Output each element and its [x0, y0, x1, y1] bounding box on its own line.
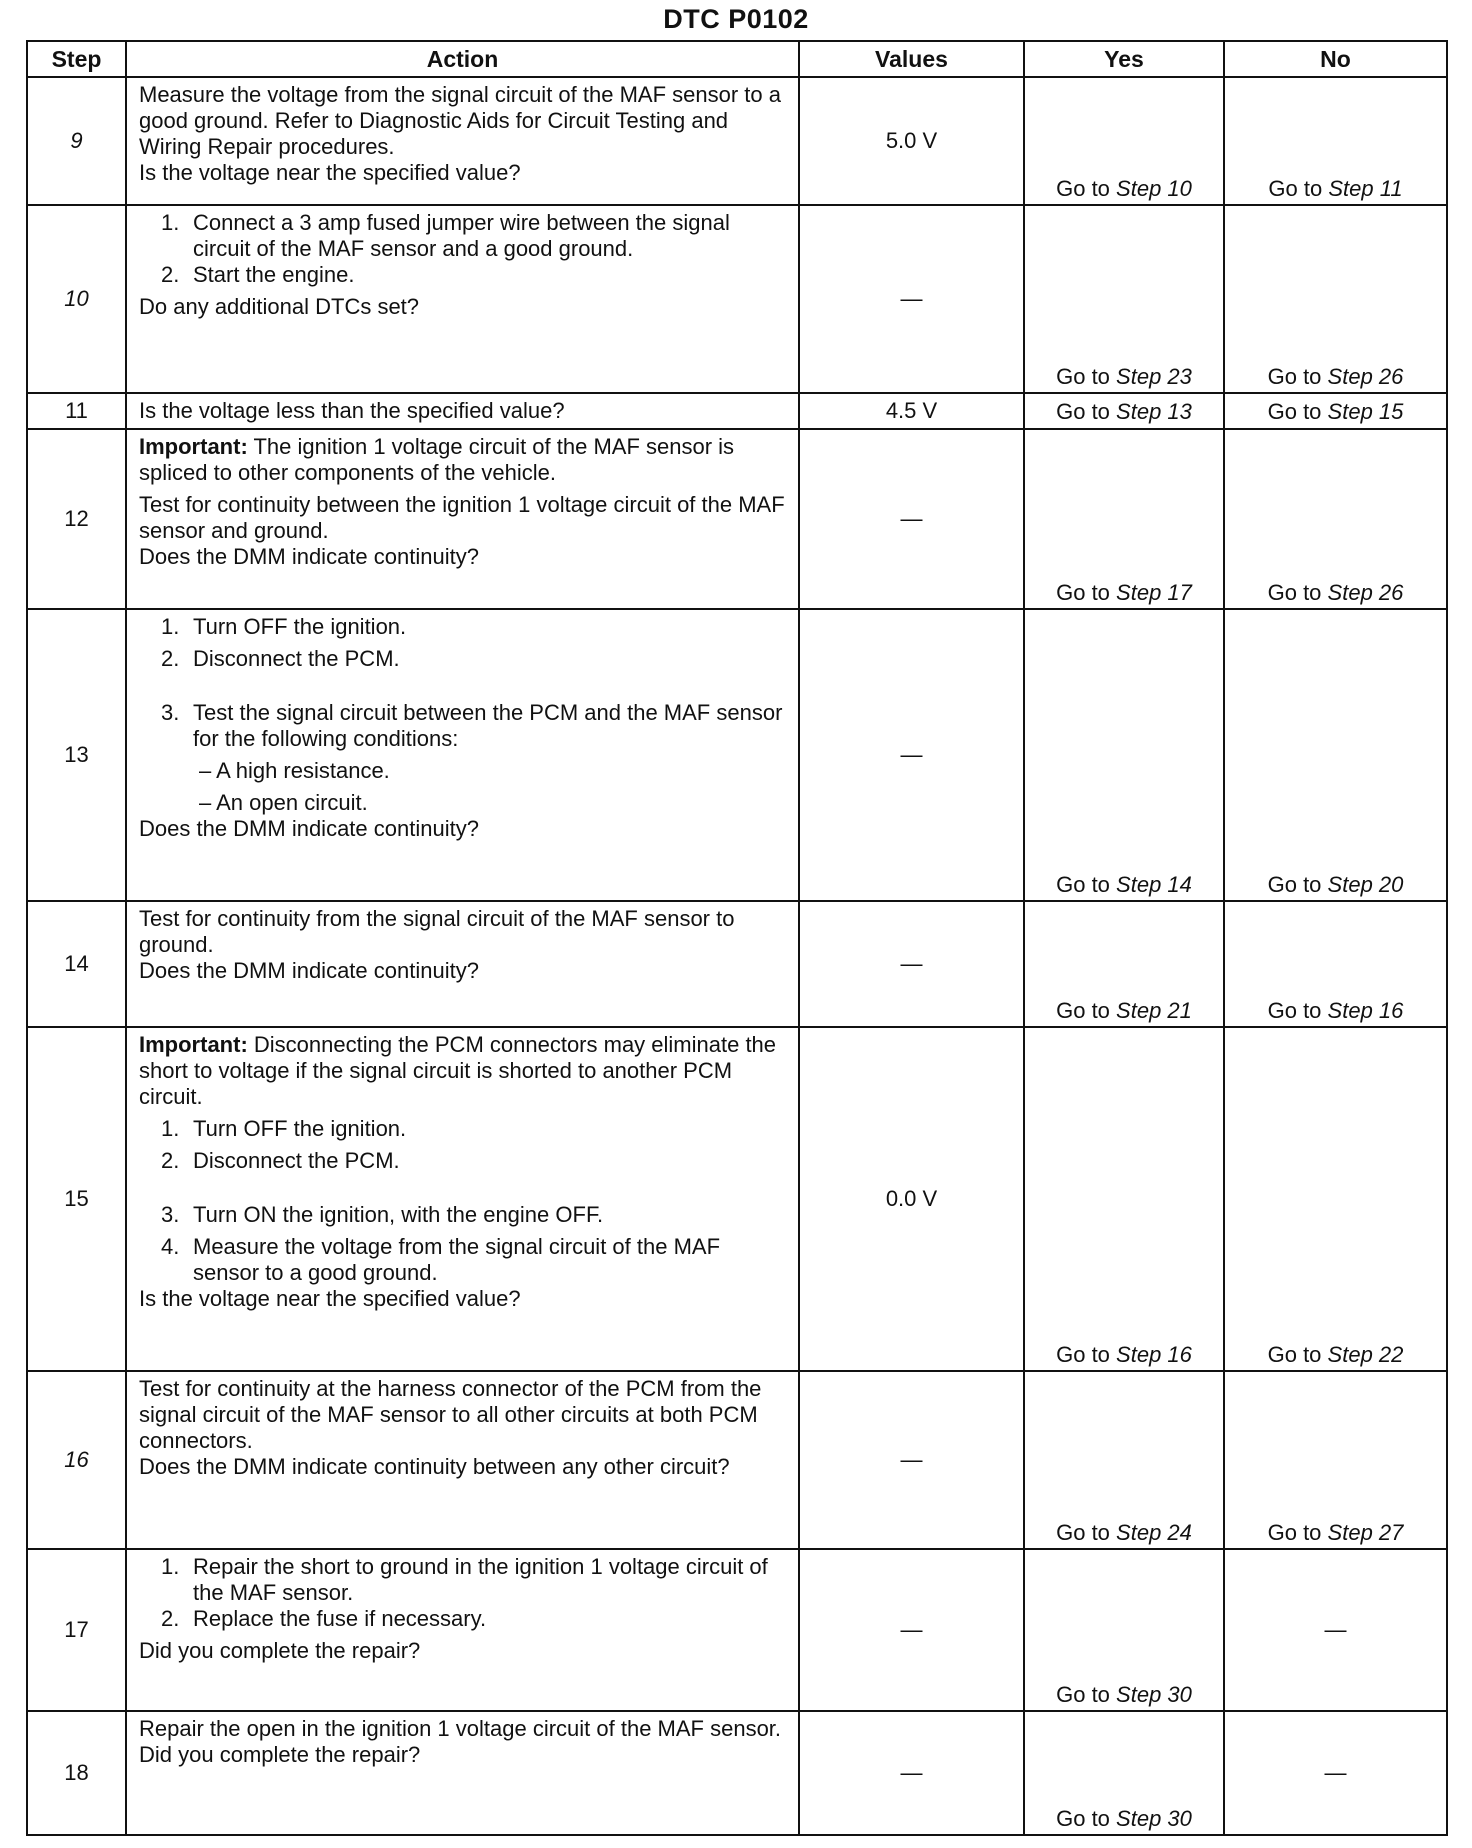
page-title: DTC P0102 — [663, 4, 809, 34]
yes-cell — [1024, 393, 1224, 429]
go-to-text: Go to — [1056, 1342, 1110, 1367]
go-to-text: Go to — [1267, 872, 1322, 897]
important-note: Important: The ignition 1 voltage circuit of the MAF sensor is spliced to other components of the vehicle. — [139, 434, 735, 485]
no-cell — [1224, 901, 1447, 1027]
yes-step-link[interactable]: Step 17 — [1116, 580, 1192, 605]
action-question: Is the voltage near the specified value? — [139, 1286, 521, 1311]
value-cell: — — [799, 429, 1024, 609]
yes-step-link[interactable]: Step 10 — [1116, 176, 1192, 201]
value-cell: — — [799, 1371, 1024, 1549]
go-to-text: Go to — [1056, 364, 1110, 389]
action-list-item: 2. Disconnect the PCM. — [161, 1148, 400, 1173]
value-cell: — — [799, 1711, 1024, 1835]
action-cell — [126, 1027, 799, 1371]
action-text: Test for continuity from the signal circuit of the MAF sensor to ground. — [139, 906, 735, 957]
action-list-item: 1. Turn OFF the ignition. — [161, 614, 407, 639]
action-list-item: 1. Connect a 3 amp fused jumper wire between the signal circuit of the MAF sensor and a good ground. — [161, 210, 730, 261]
action-question: Is the voltage less than the specified value? — [126, 393, 799, 429]
action-list-item: 3. Turn ON the ignition, with the engine OFF. — [161, 1202, 604, 1227]
no-cell: — — [1224, 1711, 1447, 1835]
no-step-link[interactable]: Step 16 — [1327, 998, 1404, 1023]
action-text: Measure the voltage from the signal circuit of the MAF sensor to a good ground. Refer to Diagnostic Aids for Circuit Testing and Wiring Repair procedures. — [139, 82, 781, 159]
value-cell: 5.0 V — [799, 77, 1024, 205]
table-row — [27, 1711, 1447, 1835]
step-number: 18 — [27, 1711, 126, 1835]
yes-cell — [1024, 1549, 1224, 1711]
action-question: Does the DMM indicate continuity between any other circuit? — [139, 1454, 730, 1479]
go-to-text: Go to — [1267, 398, 1322, 424]
no-step-link[interactable]: Step 26 — [1327, 580, 1404, 605]
yes-cell — [1024, 429, 1224, 609]
action-cell — [126, 429, 799, 609]
step-number: 12 — [27, 429, 126, 609]
no-cell — [1224, 205, 1447, 393]
step-number: 13 — [27, 609, 126, 901]
action-question: Does the DMM indicate continuity? — [139, 816, 479, 841]
action-text: Repair the open in the ignition 1 voltage circuit of the MAF sensor. — [139, 1716, 782, 1741]
step-number: 16 — [27, 1371, 126, 1549]
no-cell — [1224, 77, 1447, 205]
yes-cell — [1024, 1711, 1224, 1835]
action-list-item: 2. Disconnect the PCM. — [161, 646, 400, 671]
dtc-table — [26, 40, 1448, 1836]
action-cell — [126, 901, 799, 1027]
action-cell — [126, 205, 799, 393]
table-row — [27, 77, 1447, 205]
yes-header: Yes — [1024, 41, 1224, 77]
step-number: 11 — [27, 393, 126, 429]
action-text: Test for continuity between the ignition 1 voltage circuit of the MAF sensor and ground. — [139, 492, 785, 543]
go-to-text: Go to — [1056, 872, 1110, 897]
yes-step-link[interactable]: Step 13 — [1116, 398, 1192, 424]
step-number: 10 — [27, 205, 126, 393]
yes-step-link[interactable]: Step 16 — [1116, 1342, 1192, 1367]
no-step-link[interactable]: Step 26 — [1327, 364, 1404, 389]
step-number: 17 — [27, 1549, 126, 1711]
table-row — [27, 1371, 1447, 1549]
table-row — [27, 901, 1447, 1027]
go-to-text: Go to — [1267, 1520, 1322, 1545]
step-number: 14 — [27, 901, 126, 1027]
action-cell — [126, 609, 799, 901]
action-list-item: 1. Turn OFF the ignition. — [161, 1116, 407, 1141]
yes-cell — [1024, 1371, 1224, 1549]
no-step-link[interactable]: Step 22 — [1327, 1342, 1404, 1367]
action-cell — [126, 77, 799, 205]
important-label: Important: — [139, 1032, 248, 1057]
table-row — [27, 393, 1447, 429]
yes-step-link[interactable]: Step 14 — [1116, 872, 1192, 897]
table-row — [27, 609, 1447, 901]
table-row — [27, 205, 1447, 393]
no-cell — [1224, 393, 1447, 429]
no-step-link[interactable]: Step 11 — [1328, 176, 1403, 201]
action-list-item: 4. Measure the voltage from the signal circuit of the MAF sensor to a good ground. — [161, 1234, 721, 1285]
step-number: 15 — [27, 1027, 126, 1371]
action-question: Does the DMM indicate continuity? — [139, 958, 479, 983]
go-to-text: Go to — [1267, 998, 1322, 1023]
yes-step-link[interactable]: Step 24 — [1116, 1520, 1192, 1545]
action-question: Did you complete the repair? — [139, 1742, 421, 1767]
go-to-text: Go to — [1267, 1342, 1322, 1367]
value-cell: 4.5 V — [799, 393, 1024, 429]
no-step-link[interactable]: Step 20 — [1327, 872, 1404, 897]
action-cell — [126, 1549, 799, 1711]
go-to-text: Go to — [1267, 364, 1322, 389]
go-to-text: Go to — [1056, 1520, 1110, 1545]
header-row — [27, 41, 1447, 77]
action-question: Did you complete the repair? — [139, 1638, 421, 1663]
yes-step-link[interactable]: Step 23 — [1116, 364, 1192, 389]
sub-item: – A high resistance. — [199, 758, 390, 783]
action-question: Do any additional DTCs set? — [139, 294, 420, 319]
go-to-text: Go to — [1056, 398, 1110, 424]
no-step-link[interactable]: Step 15 — [1327, 398, 1404, 424]
yes-cell — [1024, 901, 1224, 1027]
value-cell: — — [799, 901, 1024, 1027]
table-row — [27, 1549, 1447, 1711]
table-row — [27, 429, 1447, 609]
action-text: Test for continuity at the harness connector of the PCM from the signal circuit of the MAF sensor to all other circuits at both PCM connectors. — [139, 1376, 762, 1453]
go-to-text: Go to — [1056, 1806, 1110, 1831]
no-cell — [1224, 1027, 1447, 1371]
yes-cell — [1024, 77, 1224, 205]
yes-step-link[interactable]: Step 30 — [1116, 1806, 1192, 1831]
step-number: 9 — [27, 77, 126, 205]
no-cell — [1224, 609, 1447, 901]
sub-item: – An open circuit. — [199, 790, 368, 815]
important-note: Important: Disconnecting the PCM connectors may eliminate the short to voltage if the signal circuit is shorted to another PCM circuit. — [139, 1032, 777, 1109]
action-header: Action — [126, 41, 799, 77]
go-to-text: Go to — [1056, 580, 1110, 605]
yes-cell — [1024, 609, 1224, 901]
action-list-item: 2. Replace the fuse if necessary. — [161, 1606, 487, 1631]
no-header: No — [1224, 41, 1447, 77]
step-header: Step — [27, 41, 126, 77]
value-cell: — — [799, 609, 1024, 901]
yes-cell — [1024, 205, 1224, 393]
action-list-item: 1. Repair the short to ground in the ignition 1 voltage circuit of the MAF sensor. — [161, 1554, 768, 1605]
action-list-item: 2. Start the engine. — [161, 262, 355, 287]
action-list-item: 3. Test the signal circuit between the PCM and the MAF sensor for the following conditions: — [161, 700, 783, 751]
action-question: Is the voltage near the specified value? — [139, 160, 521, 185]
table-row — [27, 1027, 1447, 1371]
no-cell — [1224, 429, 1447, 609]
yes-step-link[interactable]: Step 21 — [1116, 998, 1192, 1023]
no-step-link[interactable]: Step 27 — [1327, 1520, 1404, 1545]
yes-step-link[interactable]: Step 30 — [1116, 1682, 1192, 1707]
no-cell — [1224, 1371, 1447, 1549]
values-header: Values — [799, 41, 1024, 77]
important-label: Important: — [139, 434, 248, 459]
action-cell — [126, 1711, 799, 1835]
value-cell: — — [799, 205, 1024, 393]
value-cell: — — [799, 1549, 1024, 1711]
go-to-text: Go to — [1056, 1682, 1110, 1707]
action-cell — [126, 1371, 799, 1549]
go-to-text: Go to — [1056, 176, 1110, 201]
go-to-text: Go to — [1268, 176, 1323, 201]
go-to-text: Go to — [1267, 580, 1322, 605]
yes-cell — [1024, 1027, 1224, 1371]
go-to-text: Go to — [1056, 998, 1110, 1023]
value-cell: 0.0 V — [799, 1027, 1024, 1371]
no-cell: — — [1224, 1549, 1447, 1711]
action-question: Does the DMM indicate continuity? — [139, 544, 479, 569]
